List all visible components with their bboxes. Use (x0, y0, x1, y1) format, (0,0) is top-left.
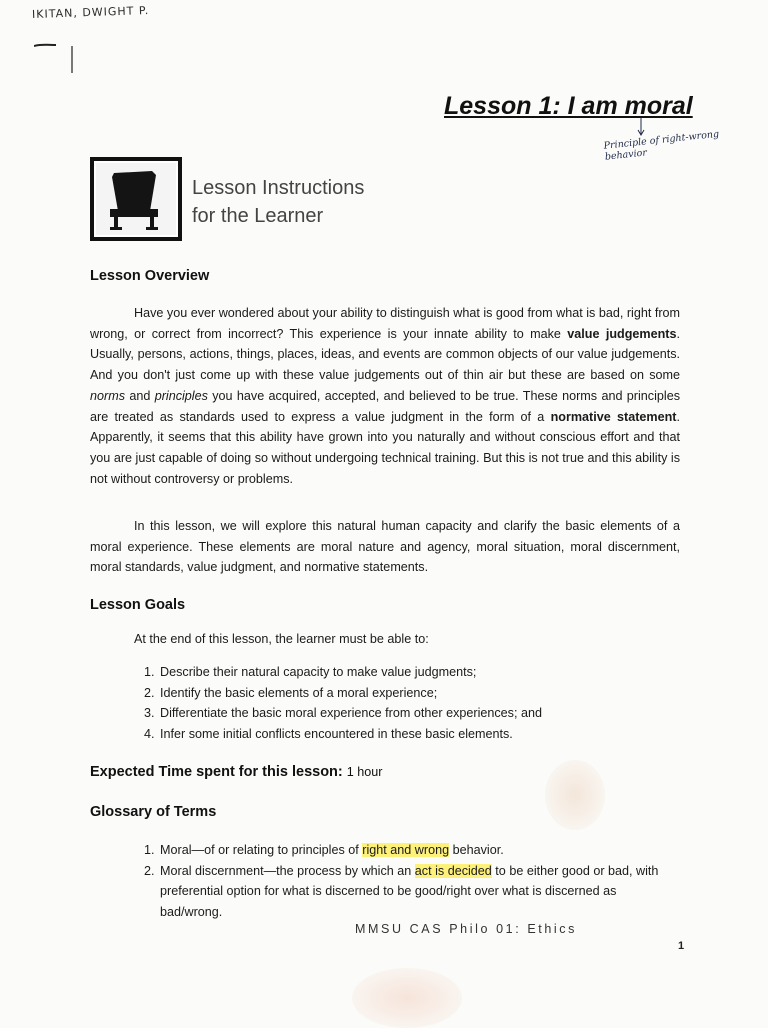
lesson-goals-heading: Lesson Goals (90, 597, 186, 613)
page-number: 1 (678, 940, 685, 952)
expected-time-value: 1 hour (346, 765, 383, 779)
overview-p1-text-1: Have you ever wondered about your ability to distinguish what is good from what is bad, right from wrong, or correct from incorrect? This experience is your innate ability to make (90, 306, 681, 341)
glossary-discernment-text-end: to be either good or bad, with preferential option for what is discerned to be good/right over what is discerned as bad/wrong. (160, 863, 659, 920)
glossary-list (90, 840, 680, 923)
goal-item: 2. Identify the basic elements of a moral experience; (158, 683, 680, 704)
instructions-heading-line1: Lesson Instructions (192, 177, 365, 199)
lesson-overview-heading: Lesson Overview (90, 268, 210, 284)
lesson-title: Lesson 1: I am moral (444, 92, 693, 120)
paper-stain (352, 968, 462, 1028)
goal-item: 4. Infer some initial conflicts encountered in these basic elements. (158, 724, 680, 745)
chair-icon (90, 157, 182, 241)
overview-p1-text-2: . Usually, persons, actions, things, places, ideas, and events are common objects of our value judgements. And you don't just come up with these value judgements out of thin air but these are based on some (90, 326, 680, 383)
term-norms: norms (90, 388, 125, 403)
overview-p2-text: In this lesson, we will explore this natural human capacity and clarify the basic elements of a moral experience. These elements are moral nature and agency, moral situation, moral discernment, moral standards, value judgment, and normative statements. (90, 519, 680, 575)
overview-paragraph-2 (90, 516, 680, 578)
overview-paragraph-1 (90, 303, 680, 489)
glossary-moral-text: Moral—of or relating to principles of (160, 843, 363, 857)
term-principles: principles (154, 388, 208, 403)
highlight-act-is-decided: act is decided (414, 863, 492, 878)
goal-item: 3. Differentiate the basic moral experience from other experiences; and (158, 703, 680, 724)
pen-scribble-mark (34, 40, 74, 74)
overview-p1-text-3: and (125, 388, 155, 403)
term-normative-statement: normative statement (550, 409, 677, 424)
goals-list (90, 662, 680, 745)
glossary-heading: Glossary of Terms (90, 804, 217, 820)
handwritten-title-annotation: Principle of right-wrong behavior (603, 128, 720, 163)
footer-course-label: MMSU CAS Philo 01: Ethics (355, 922, 577, 936)
overview-p1-text-4: you have acquired, accepted, and believed to be true. These norms and principles are treated as standards used to express a value judgment in the form of a (90, 388, 680, 424)
goals-intro: At the end of this lesson, the learner must be able to: (134, 632, 429, 646)
paper-stain (545, 760, 605, 830)
expected-time-label: Expected Time spent for this lesson: (90, 764, 343, 780)
instructions-heading (192, 174, 364, 230)
glossary-item-moral-discernment (158, 861, 680, 923)
expected-time (90, 764, 383, 780)
goal-item: 1. Describe their natural capacity to make value judgments; (158, 662, 680, 683)
annotation-arrow-icon (636, 118, 646, 136)
glossary-item-moral (158, 840, 680, 861)
instructions-heading-line2: for the Learner (192, 205, 324, 227)
overview-p1-text-5: . Apparently, it seems that this ability have grown into you naturally and without conscious effort and that you are just capable of doing so without undergoing technical training. But this is not true and this ability is not without controversy or problems. (90, 409, 680, 486)
highlight-right-and-wrong: right and wrong (362, 843, 450, 857)
glossary-discernment-text: Moral discernment—the process by which an (160, 863, 415, 878)
handwritten-student-name: IKITAN, DWIGHT P. (31, 3, 150, 22)
glossary-moral-text-end: behavior. (449, 843, 504, 857)
term-value-judgements: value judgements (567, 326, 677, 341)
